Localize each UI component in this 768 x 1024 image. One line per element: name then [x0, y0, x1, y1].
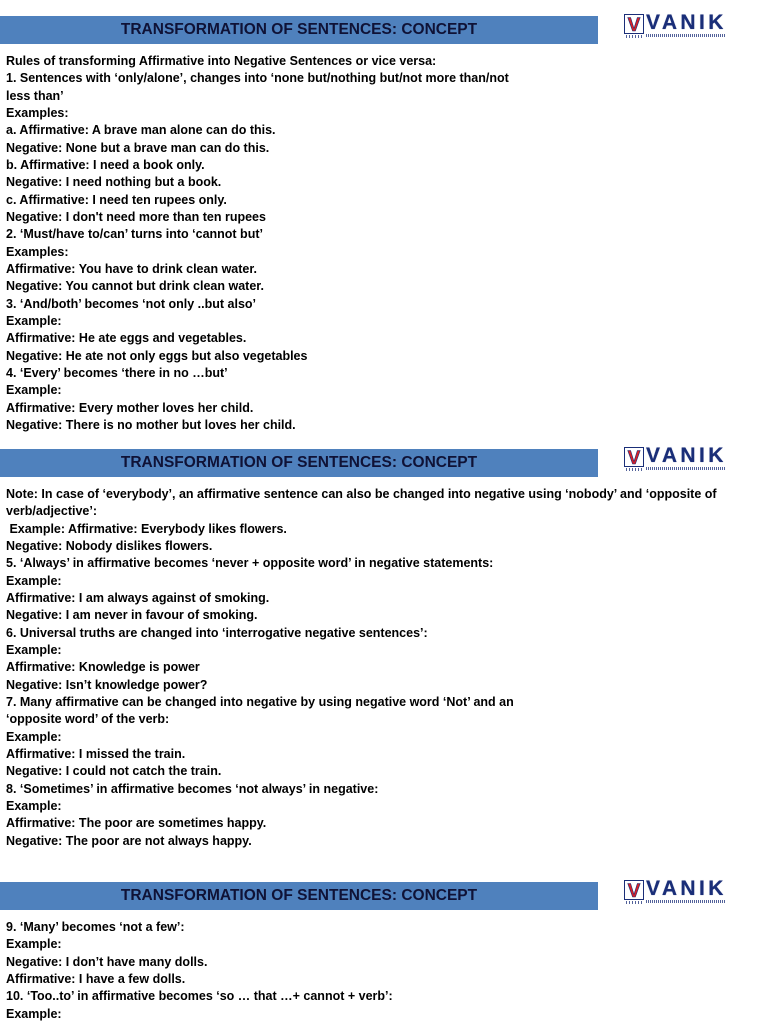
text-line: Negative: The poor are not always happy.	[6, 833, 252, 848]
logo-tagline	[646, 34, 725, 37]
vanik-logo	[624, 11, 727, 40]
text-line: Negative: I don’t have many dolls.	[6, 954, 208, 969]
text-line: Example:	[6, 937, 62, 952]
text-line: Rules of transforming Affirmative into Negative Sentences or vice versa:	[6, 54, 437, 68]
text-line: Affirmative: You have to drink clean water.	[6, 261, 258, 276]
section-body	[6, 486, 766, 850]
text-line: Examples:	[6, 244, 69, 259]
text-line: 10. ‘Too..to’ in affirmative becomes ‘so … that …+ cannot + verb’:	[6, 989, 393, 1004]
logo-subtag	[626, 35, 642, 38]
logo-wordmark: VANIK	[646, 444, 727, 467]
section-header	[0, 449, 598, 477]
text-line: Negative: I don't need more than ten rupees	[6, 209, 266, 224]
logo-mark	[624, 14, 644, 34]
text-line: 7. Many affirmative can be changed into negative by using negative word ‘Not’ and an	[6, 694, 514, 709]
section-1	[0, 11, 768, 432]
text-line: Negative: Isn’t knowledge power?	[6, 677, 208, 692]
text-line: Negative: None but a brave man can do this.	[6, 140, 270, 155]
text-line: Negative: There is no mother but loves her child.	[6, 417, 296, 432]
text-line: 8. ‘Sometimes’ in affirmative becomes ‘not always’ in negative:	[6, 781, 379, 796]
text-line: Negative: I am never in favour of smoking.	[6, 608, 258, 623]
text-line: Affirmative: I missed the train.	[6, 746, 186, 761]
text-line: Example:	[6, 798, 62, 813]
text-line: Examples:	[6, 105, 69, 120]
text-line: Affirmative: Every mother loves her child.	[6, 400, 254, 415]
vanik-logo	[624, 444, 727, 473]
text-line: Affirmative: Knowledge is power	[6, 660, 200, 675]
text-line: 3. ‘And/both’ becomes ‘not only ..but also’	[6, 296, 257, 311]
section-title: TRANSFORMATION OF SENTENCES: CONCEPT	[120, 454, 478, 471]
section-title: TRANSFORMATION OF SENTENCES: CONCEPT	[120, 21, 478, 38]
section-title: TRANSFORMATION OF SENTENCES: CONCEPT	[120, 887, 478, 904]
text-line: Example:	[6, 1006, 62, 1021]
text-line: verb/adjective’:	[6, 504, 98, 519]
text-line: b. Affirmative: I need a book only.	[6, 157, 205, 172]
text-line: 1. Sentences with ‘only/alone’, changes into ‘none but/nothing but/not more than/not	[6, 71, 509, 86]
logo-wordmark: VANIK	[646, 11, 727, 34]
text-line: Example:	[6, 383, 62, 398]
text-line: Note: In case of ‘everybody’, an affirmative sentence can also be changed into negative using ‘nobody’ and ‘opposite of	[6, 487, 717, 501]
text-line: Affirmative: The poor are sometimes happy.	[6, 816, 267, 831]
text-line: Example:	[6, 642, 62, 657]
text-line: 9. ‘Many’ becomes ‘not a few’:	[6, 920, 185, 934]
logo-tagline	[646, 900, 725, 903]
text-line: 2. ‘Must/have to/can’ turns into ‘cannot but’	[6, 227, 263, 242]
text-line: Negative: He ate not only eggs but also vegetables	[6, 348, 308, 363]
text-line: 4. ‘Every’ becomes ‘there in no …but’	[6, 365, 228, 380]
logo-wordmark: VANIK	[646, 877, 727, 900]
vanik-logo	[624, 877, 727, 906]
text-line: c. Affirmative: I need ten rupees only.	[6, 192, 227, 207]
section-body	[6, 53, 766, 434]
text-line: a. Affirmative: A brave man alone can do this.	[6, 123, 276, 138]
text-line: Example:	[6, 313, 62, 328]
logo-mark	[624, 447, 644, 467]
section-header	[0, 16, 598, 44]
section-3	[0, 877, 768, 1021]
text-line: Affirmative: I have a few dolls.	[6, 971, 186, 986]
text-line: Example: Affirmative: Everybody likes flowers.	[6, 521, 287, 536]
text-line: Affirmative: He ate eggs and vegetables.	[6, 331, 247, 346]
text-line: Negative: I need nothing but a book.	[6, 175, 222, 190]
text-line: Affirmative: I am always against of smoking.	[6, 590, 270, 605]
svg-text:V: V	[627, 881, 641, 900]
logo-tagline	[646, 467, 725, 470]
text-line: Example:	[6, 729, 62, 744]
logo-mark	[624, 880, 644, 900]
svg-text:V: V	[627, 15, 641, 34]
text-line: Example:	[6, 573, 62, 588]
section-header	[0, 882, 598, 910]
logo-subtag	[626, 901, 642, 904]
text-line: Negative: I could not catch the train.	[6, 764, 222, 779]
svg-text:V: V	[627, 448, 641, 467]
logo-subtag	[626, 468, 642, 471]
text-line: less than’	[6, 88, 64, 103]
text-line: Negative: Nobody dislikes flowers.	[6, 538, 213, 553]
text-line: 6. Universal truths are changed into ‘interrogative negative sentences’:	[6, 625, 428, 640]
text-line: Negative: You cannot but drink clean water.	[6, 279, 264, 294]
section-2	[0, 444, 768, 848]
text-line: 5. ‘Always’ in affirmative becomes ‘never + opposite word’ in negative statements:	[6, 556, 494, 571]
section-body	[6, 919, 766, 1023]
text-line: ‘opposite word’ of the verb:	[6, 712, 170, 727]
